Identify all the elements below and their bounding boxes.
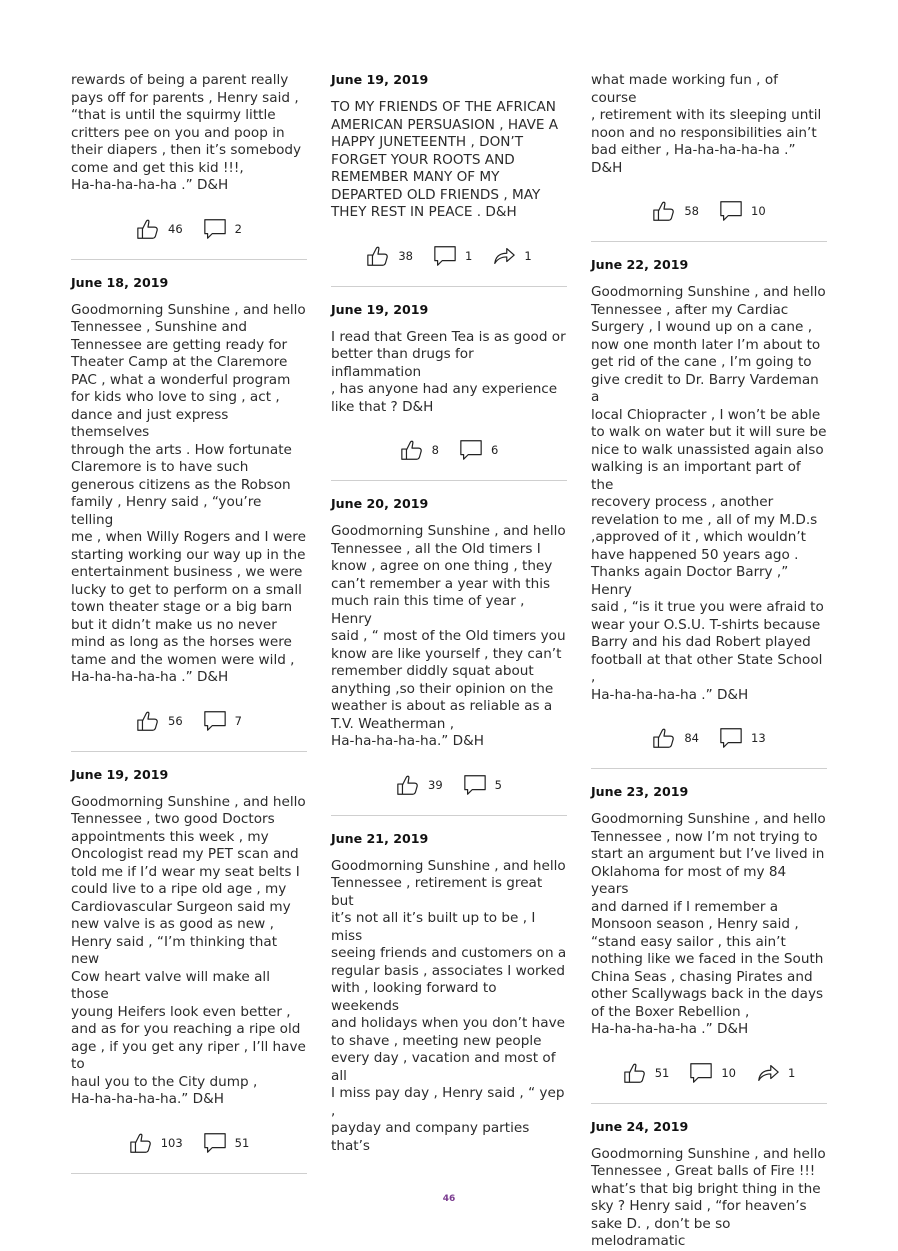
reactions: [591, 704, 827, 768]
post-text: Goodmorning Sunshine , and hello Tennessee , Great balls of Fire !!! what’s that big bright thing in the sky ? Henry said , “for heaven’s sake D. , don’t be so melodramatic: [591, 1145, 826, 1249]
post: [331, 72, 567, 287]
post: [591, 784, 827, 1104]
post-text: Goodmorning Sunshine , and hello Tennessee , Sunshine and Tennessee are getting ready for Theater Camp at the Claremore PAC , what a wonderful program for kids who love to sing , act , dance and just express themselves through the arts . How fortunate Claremore is to have such generous citizens as the Robson family , Henry said , “you’re telling me , when Willy Rogers and I were starting working our way up in the entertainment business , we were lucky to get to perform on a small town theater stage or a big barn but it didn’t make us no never mind as long as the horses were tame and the women were wild , Ha-ha-ha-ha-ha .” D&H: [71, 301, 306, 685]
reactions: [331, 751, 567, 815]
share-button[interactable]: [756, 1061, 795, 1085]
post: [331, 831, 567, 1156]
like-count: 56: [168, 713, 183, 728]
post-text: what made working fun , of course , retirement with its sleeping until noon and no responsibilities ain’t bad either , Ha-ha-ha-ha-ha .” D&H: [591, 72, 822, 176]
like-button[interactable]: [136, 709, 183, 733]
reactions: [591, 177, 827, 241]
thumbs-up-icon: [396, 773, 420, 797]
like-count: 103: [160, 1135, 183, 1150]
comment-button[interactable]: [719, 726, 766, 750]
comment-count: 10: [721, 1065, 736, 1080]
post-date: June 19, 2019: [71, 766, 169, 782]
divider: [331, 286, 567, 287]
reactions: [71, 1109, 307, 1173]
comment-count: 51: [234, 1135, 250, 1150]
thumbs-up-icon: [136, 217, 160, 241]
comment-icon: [689, 1061, 713, 1085]
comment-button[interactable]: [203, 217, 242, 241]
thumbs-up-icon: [129, 1131, 153, 1155]
comment-count: 1: [464, 248, 473, 263]
page-number: 46: [442, 1194, 456, 1204]
like-count: 46: [168, 221, 183, 236]
post-date: June 24, 2019: [591, 1118, 689, 1134]
share-count: 1: [787, 1065, 796, 1080]
like-button[interactable]: [366, 244, 413, 268]
divider: [71, 751, 307, 752]
share-icon: [756, 1061, 780, 1085]
share-icon: [492, 244, 516, 268]
post-date: June 20, 2019: [331, 496, 429, 511]
post-text: TO MY FRIENDS OF THE AFRICAN AMERICAN PERSUASION , HAVE A HAPPY JUNETEENTH , DON’T FORGET YOUR ROOTS AND REMEMBER MANY OF MY DEPARTED OLD FRIENDS , MAY THEY REST IN PEACE . D&H: [331, 99, 559, 220]
thumbs-up-icon: [136, 709, 160, 733]
thumbs-up-icon: [366, 244, 390, 268]
divider: [331, 815, 567, 816]
comment-button[interactable]: [719, 199, 766, 223]
comment-icon: [459, 438, 483, 462]
post-text: Goodmorning Sunshine , and hello Tennessee , now I’m not trying to start an argument but I’ve lived in Oklahoma for most of my 84 years and darned if I remember a Monsoon season , Henry said , “stand easy sailor , this ain’t nothing like we faced in the South China Seas , chasing Pirates and other Scallywags back in the days of the Boxer Rebellion , Ha-ha-ha-ha-ha .” D&H: [591, 811, 826, 1037]
post: [331, 496, 567, 816]
divider: [591, 241, 827, 242]
thumbs-up-icon: [652, 199, 676, 223]
post-date: June 19, 2019: [331, 72, 429, 87]
comment-icon: [203, 1131, 227, 1155]
divider: [71, 259, 307, 260]
comment-count: 2: [234, 221, 242, 236]
post-date: June 21, 2019: [331, 830, 429, 846]
share-count: 1: [524, 248, 532, 263]
divider: [591, 768, 827, 769]
comment-count: 10: [751, 204, 766, 218]
comment-count: 6: [491, 443, 499, 457]
like-count: 39: [428, 777, 443, 792]
thumbs-up-icon: [652, 726, 676, 750]
post-date: June 19, 2019: [331, 301, 429, 317]
post-text: Goodmorning Sunshine , and hello Tennessee , retirement is great but it’s not all it’s built up to be , I miss seeing friends and customers on a regular basis , associates I worked with , looking forward to weekends and holidays when you don’t have to shave , meeting new people every day , vacation and most of all I miss pay day , Henry said , “ yep , payday and company parties that’s: [331, 857, 567, 1154]
reactions: [591, 1039, 827, 1103]
like-button[interactable]: [136, 217, 183, 241]
divider: [71, 1173, 307, 1174]
comment-button[interactable]: [459, 438, 498, 462]
like-count: 38: [398, 248, 413, 263]
comment-button[interactable]: [463, 773, 502, 797]
comment-count: 5: [494, 777, 502, 792]
comment-button[interactable]: [433, 244, 472, 268]
post: [331, 302, 567, 482]
post: [591, 1119, 827, 1251]
thumbs-up-icon: [623, 1061, 647, 1085]
comment-count: 13: [751, 731, 766, 745]
thumbs-up-icon: [400, 438, 424, 462]
post-text: Goodmorning Sunshine , and hello Tennessee , two good Doctors appointments this week , my Oncologist read my PET scan and told me if I’d wear my seat belts I could live to a ripe old age , my Cardiovascular Surgeon said my new valve is as good as new , Henry said , “I’m thinking that new Cow heart valve will make all those young Heifers look even better , and as for you reaching a ripe old age , if you get any riper , I’ll have to haul you to the City dump , Ha-ha-ha-ha-ha.” D&H: [71, 793, 306, 1107]
comment-icon: [203, 709, 227, 733]
post-text: Goodmorning Sunshine , and hello Tennessee , all the Old timers I know , agree on one thing , they can’t remember a year with this much rain this time of year , Henry said , “ most of the Old timers you know are like yourself , they can’t remember diddly squat about anything ,so their opinion on the weather is about as reliable as a T.V. Weatherman , Ha-ha-ha-ha-ha.” D&H: [331, 523, 566, 749]
column-1: [71, 64, 307, 1189]
like-count: 51: [654, 1065, 670, 1080]
like-count: 8: [431, 443, 439, 457]
like-count: 84: [684, 731, 699, 745]
post-text: rewards of being a parent really pays off for parents , Henry said , “that is until the squirmy little critters pee on you and poop in their diapers , then it’s somebody come and get this kid !!!, Ha-ha-ha-ha-ha .” D&H: [71, 72, 302, 193]
like-button[interactable]: [400, 438, 439, 462]
reactions: [71, 687, 307, 751]
like-button[interactable]: [652, 726, 699, 750]
comment-button[interactable]: [203, 709, 242, 733]
divider: [331, 480, 567, 481]
post-date: June 18, 2019: [71, 274, 169, 290]
post-text: I read that Green Tea is as good or better than drugs for inflammation , has anyone had any experience like that ? D&H: [331, 328, 566, 415]
like-button[interactable]: [623, 1061, 670, 1085]
like-count: 58: [684, 204, 699, 218]
post-date: June 23, 2019: [591, 784, 689, 799]
comment-icon: [433, 244, 457, 268]
share-button[interactable]: [492, 244, 531, 268]
post-date: June 22, 2019: [591, 257, 689, 272]
like-button[interactable]: [652, 199, 699, 223]
comment-icon: [203, 217, 227, 241]
comment-icon: [719, 199, 743, 223]
reactions: [71, 195, 307, 259]
post-text: Goodmorning Sunshine , and hello Tennessee , after my Cardiac Surgery , I wound up on a cane , now one month later I’m about to get rid of the cane , I’m going to give credit to Dr. Barry Vardeman a local Chiopracter , I won’t be able to walk on water but it will sure be nice to walk unassisted again also walking is an important part of the recovery process , another revelation to me , all of my M.D.s ,approved of it , which wouldn’t have happened 50 years ago . Thanks again Doctor Barry ,” Henry said , “is it true you were afraid to wear your O.S.U. T-shirts because Barry and his dad Robert played football at that other State School , Ha-ha-ha-ha-ha .” D&H: [591, 284, 827, 703]
reactions: [331, 222, 567, 286]
comment-icon: [719, 726, 743, 750]
post: [71, 767, 307, 1174]
divider: [591, 1103, 827, 1104]
post: [71, 275, 307, 752]
comment-button[interactable]: [203, 1131, 250, 1155]
comment-count: 7: [234, 713, 242, 728]
like-button[interactable]: [129, 1131, 183, 1155]
reactions: [331, 416, 567, 480]
like-button[interactable]: [396, 773, 443, 797]
column-3: [591, 64, 827, 1251]
comment-button[interactable]: [689, 1061, 736, 1085]
post: [591, 257, 827, 769]
comment-icon: [463, 773, 487, 797]
column-2: [331, 64, 567, 1155]
